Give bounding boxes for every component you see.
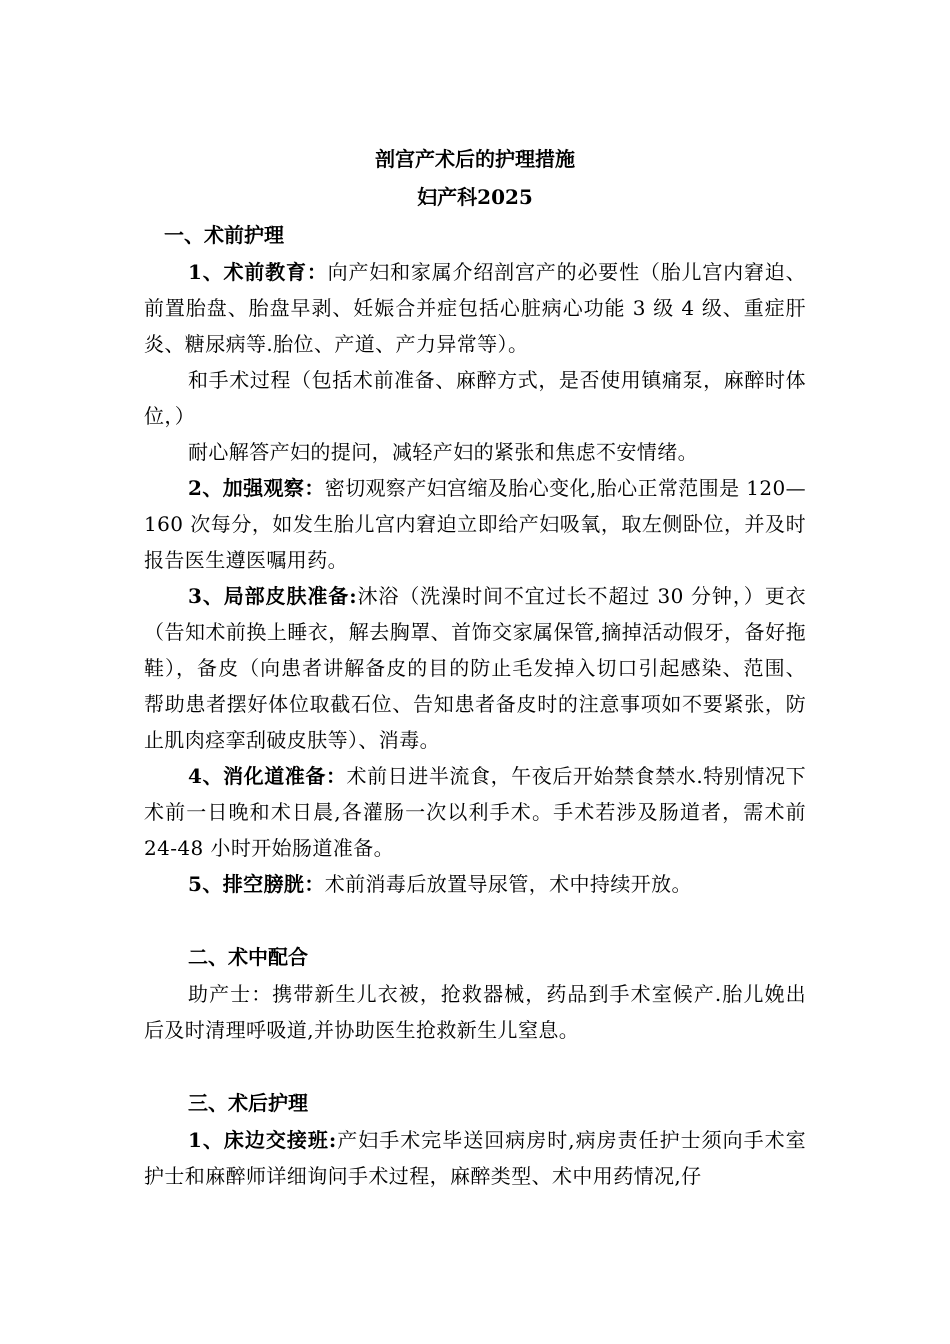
item-text: 术前消毒后放置导尿管，术中持续开放。: [324, 872, 692, 896]
section-heading-intraop: 二、术中配合: [188, 945, 308, 969]
item-text: 沐浴（洗澡时间不宜过长不超过 30 分钟，）更衣（告知术前换上睡衣，解去胸罩、首饰交家属保管,摘掉活动假牙，备好拖鞋），备皮（向患者讲解备皮的目的防止毛发掉入切口引起感染、范围、帮助患者摆好体位取截石位、告知患者备皮时的注意事项如不要紧张，防止肌肉痉挛刮破皮肤等）、消毒。: [144, 584, 807, 752]
item-text: 密切观察产妇宫缩及胎心变化,胎心正常范围是 120—160 次每分，如发生胎儿宫内窘迫立即给产妇吸氧，取左侧卧位，并及时报告医生遵医嘱用药。: [144, 476, 807, 572]
paragraph-surgery-process: 和手术过程（包括术前准备、麻醉方式，是否使用镇痛泵，麻醉时体位，）: [144, 368, 806, 428]
paragraph-answer-questions: 耐心解答产妇的提问，减轻产妇的紧张和焦虑不安情绪。: [188, 440, 698, 464]
item-text: 产妇手术完毕送回病房时,病房责任护士须向手术室护士和麻醉师详细询问手术过程，麻醉类型、术中用药情况,仔: [144, 1128, 806, 1188]
paragraph-empty-bladder: [144, 866, 806, 902]
item-lead: 3、局部皮肤准备:: [188, 584, 357, 608]
item-text: 向产妇和家属介绍剖宫产的必要性（胎儿宫内窘迫、前置胎盘、胎盘早剥、妊娠合并症包括心脏病心功能 3 级 4 级、重症肝炎、糖尿病等.胎位、产道、产力异常等）。: [144, 260, 807, 356]
paragraph-midwife: 助产士：携带新生儿衣被，抢救器械，药品到手术室候产.胎儿娩出后及时清理呼吸道,并协助医生抢救新生儿窒息。: [144, 982, 806, 1042]
paragraph-digestive-preparation: [144, 758, 806, 866]
section-heading-preop: 一、术前护理: [164, 223, 284, 247]
item-lead: 2、加强观察：: [188, 476, 325, 500]
paragraph-bedside-handover: [144, 1122, 806, 1194]
item-lead: 5、排空膀胱：: [188, 872, 325, 896]
item-text: 术前日进半流食，午夜后开始禁食禁水.特别情况下术前一日晚和术日晨,各灌肠一次以利手术。手术若涉及肠道者，需术前 24-48 小时开始肠道准备。: [144, 764, 806, 860]
document-page: [144, 140, 806, 1194]
paragraph-preop-education: [144, 254, 806, 362]
item-lead: 4、消化道准备：: [188, 764, 347, 788]
paragraph-skin-preparation: [144, 578, 806, 758]
spacer: [144, 1048, 806, 1084]
item-lead: 1、术前教育：: [188, 260, 328, 284]
paragraph-observation: [144, 470, 806, 578]
item-lead: 1、床边交接班:: [188, 1128, 337, 1152]
spacer: [144, 902, 806, 938]
document-subtitle: 妇产科2025: [417, 185, 533, 209]
document-title: 剖宫产术后的护理措施: [375, 147, 575, 171]
section-heading-postop: 三、术后护理: [188, 1091, 308, 1115]
